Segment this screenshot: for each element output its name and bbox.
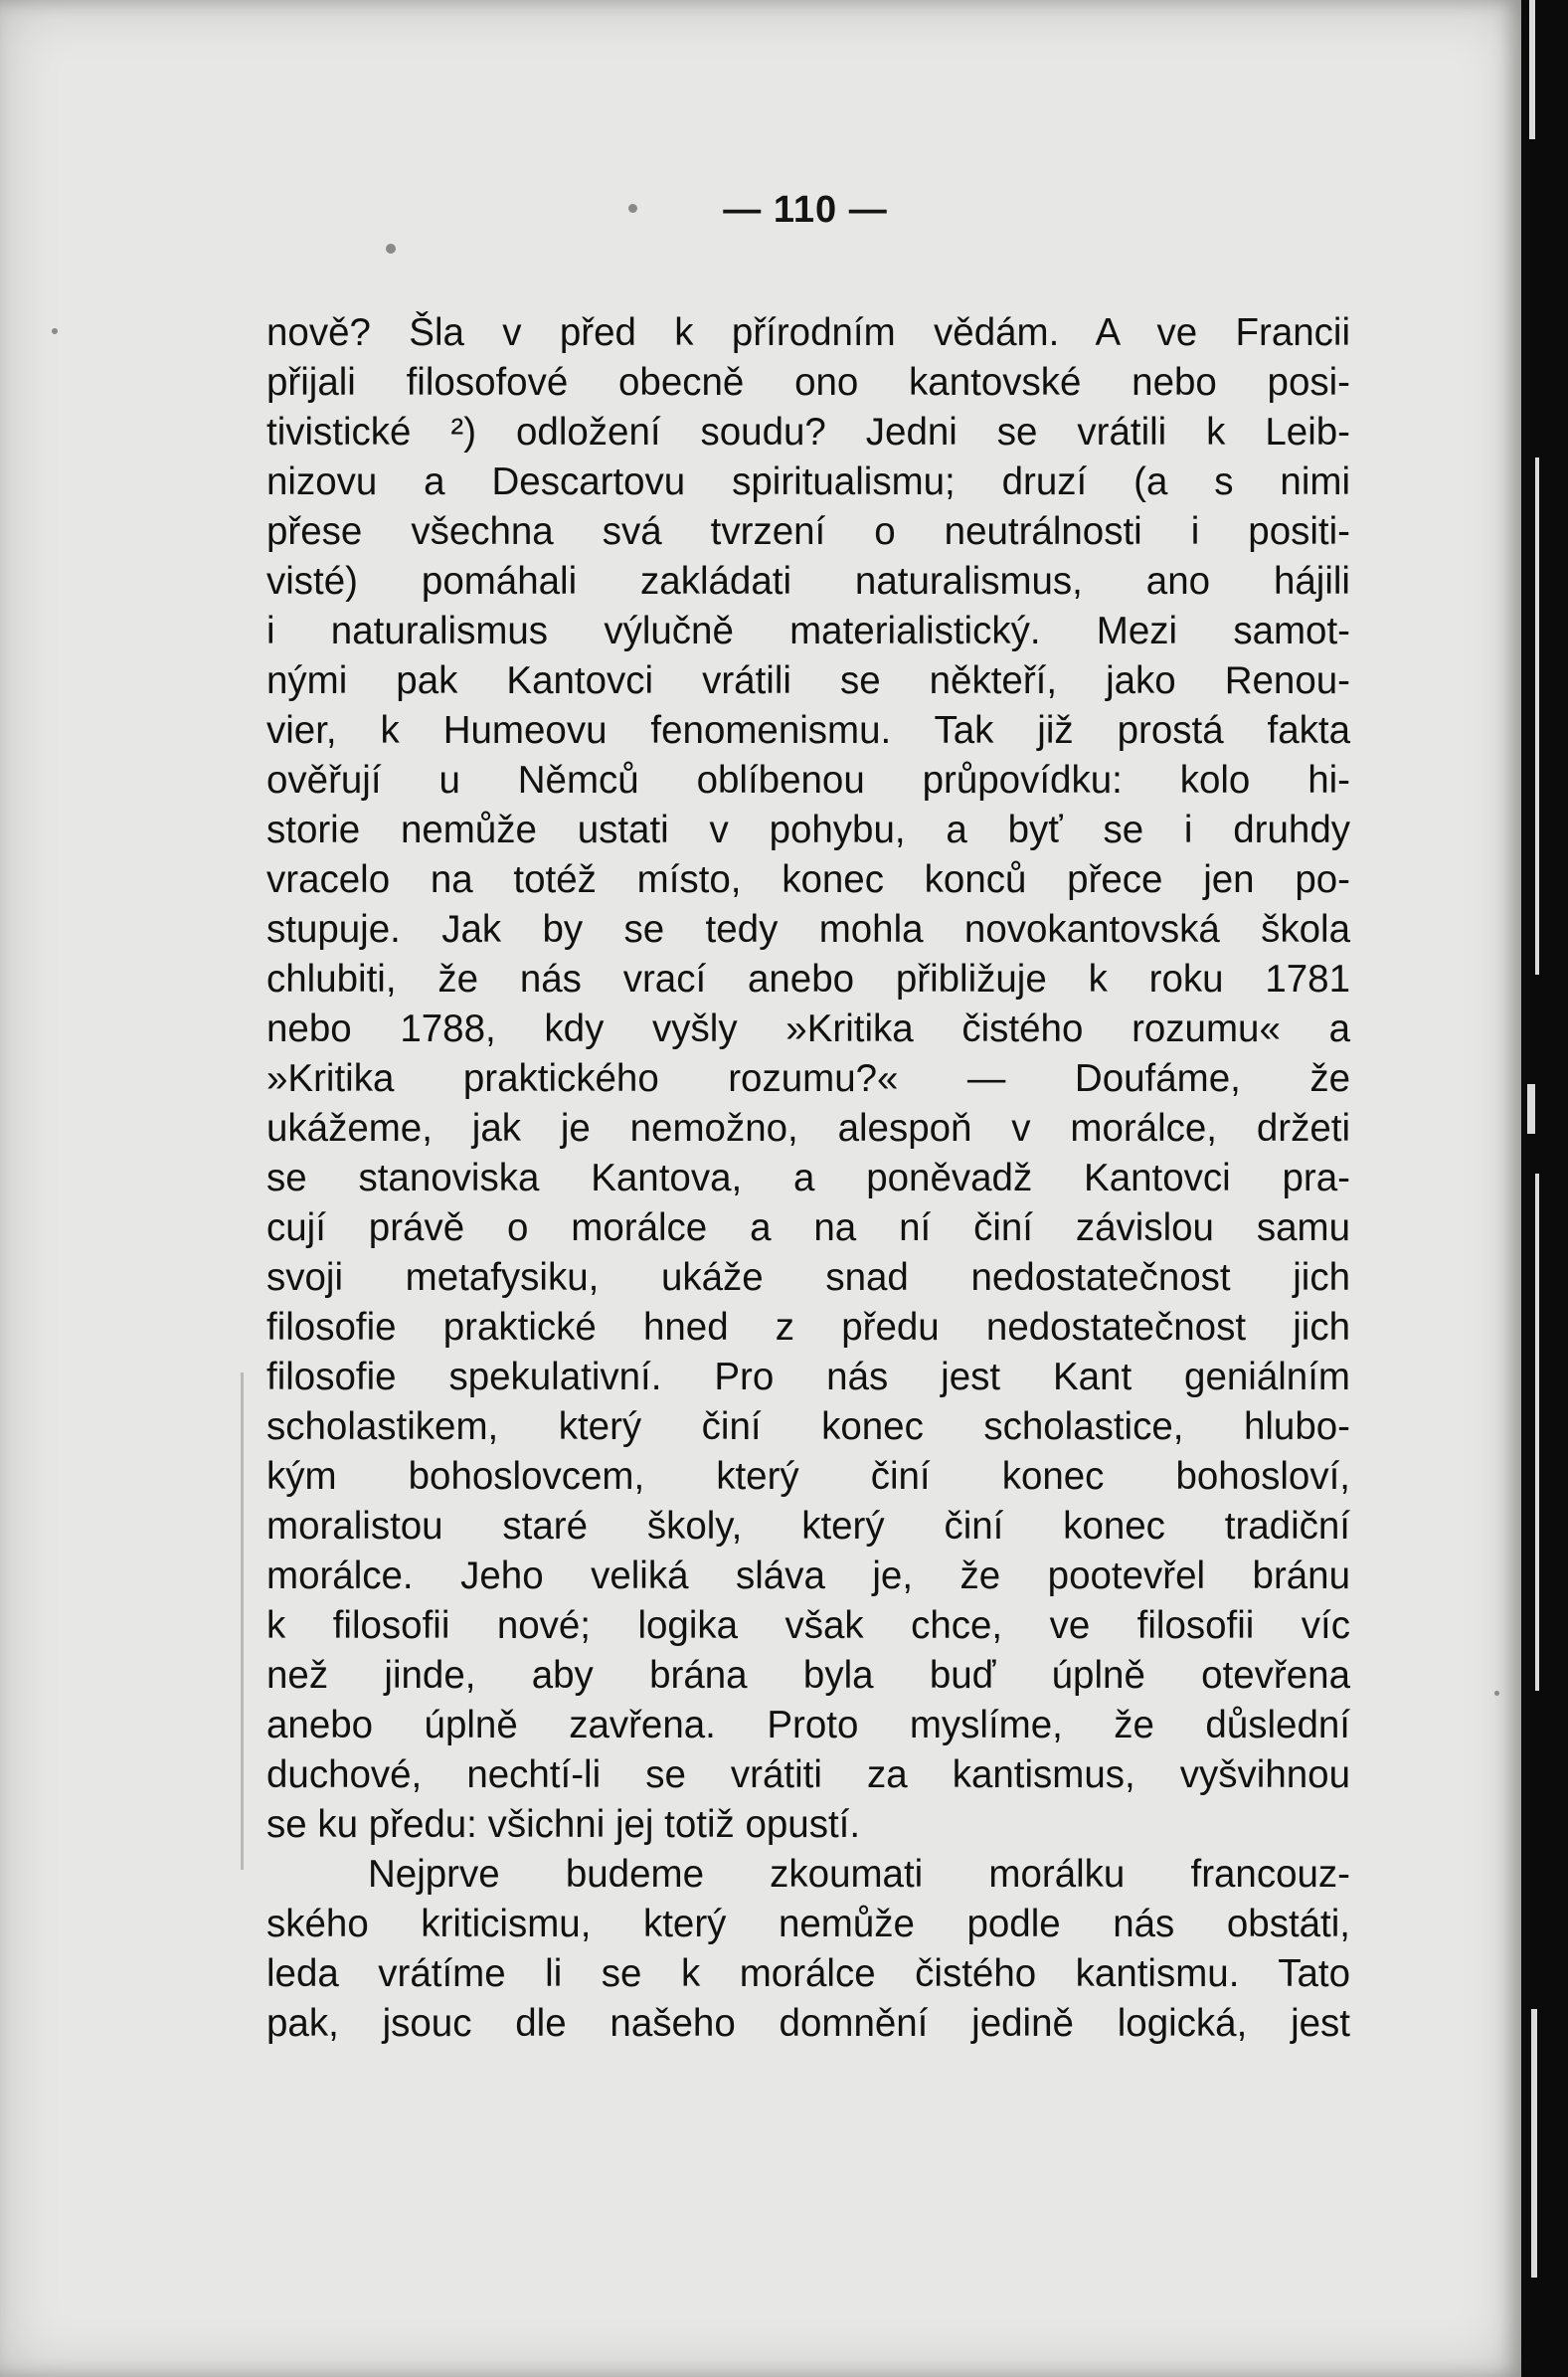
margin-scan-line	[241, 1372, 244, 1870]
text-line: vier, k Humeovu fenomenismu. Tak již prostá fakta	[266, 709, 1350, 752]
dust-speck	[628, 204, 637, 213]
text-line: ukážeme, jak je nemožno, alespoň v morálce, držeti	[266, 1107, 1350, 1150]
text-line: přese všechna svá tvrzení o neutrálnosti i positi-	[266, 510, 1350, 553]
text-line: nově? Šla v před k přírodním vědám. A ve Francii	[266, 311, 1350, 354]
scan-edge-strip	[1521, 0, 1568, 2377]
text-line: pak, jsouc dle našeho domnění jedině logická, jest	[266, 2002, 1350, 2045]
edge-mark	[1535, 1174, 1539, 1691]
text-line: duchové, nechtí-li se vrátiti za kantismus, vyšvihnou	[266, 1753, 1350, 1796]
text-line: i naturalismus výlučně materialistický. Mezi samot-	[266, 610, 1350, 652]
text-line: moralistou staré školy, který činí konec tradiční	[266, 1505, 1350, 1548]
text-line: nizovu a Descartovu spiritualismu; druzí (a s nimi	[266, 460, 1350, 503]
text-line: ského kriticismu, který nemůže podle nás obstáti,	[266, 1903, 1350, 1945]
text-line: »Kritika praktického rozumu?« — Doufáme, že	[266, 1057, 1350, 1100]
text-line: anebo úplně zavřena. Proto myslíme, že důslední	[266, 1704, 1350, 1746]
edge-mark	[1527, 1084, 1535, 1134]
text-line: kým bohoslovcem, který činí konec bohosloví,	[266, 1455, 1350, 1498]
text-line: přijali filosofové obecně ono kantovské nebo posi-	[266, 361, 1350, 404]
text-line: filosofie praktické hned z předu nedostatečnost jich	[266, 1306, 1350, 1349]
edge-mark	[1535, 457, 1539, 975]
paragraph-start-line: Nejprve budeme zkoumati morálku francouz-	[368, 1853, 1350, 1896]
text-line: cují právě o morálce a na ní činí závislou samu	[266, 1206, 1350, 1249]
text-line: ověřují u Němců oblíbenou průpovídku: kolo hi-	[266, 759, 1350, 802]
text-line: storie nemůže ustati v pohybu, a byť se i druhdy	[266, 809, 1350, 851]
text-line: leda vrátíme li se k morálce čistého kantismu. Tato	[266, 1952, 1350, 1995]
text-line: filosofie spekulativní. Pro nás jest Kant geniálním	[266, 1356, 1350, 1398]
edge-mark	[1529, 0, 1535, 139]
text-line: nebo 1788, kdy vyšly »Kritika čistého rozumu« a	[266, 1007, 1350, 1050]
text-line: visté) pomáhali zakládati naturalismus, ano hájili	[266, 560, 1350, 603]
dust-speck	[386, 244, 396, 254]
edge-mark	[1531, 2009, 1537, 2278]
text-line: scholastikem, který činí konec scholastice, hlubo-	[266, 1405, 1350, 1448]
text-line: k filosofii nové; logika však chce, ve filosofii víc	[266, 1604, 1350, 1647]
body-text	[266, 308, 1350, 2049]
text-line: než jinde, aby brána byla buď úplně otevřena	[266, 1654, 1350, 1697]
text-line: svoji metafysiku, ukáže snad nedostatečnost jich	[266, 1256, 1350, 1299]
dust-speck	[1494, 1691, 1499, 1696]
page-number: — 110 —	[723, 189, 888, 231]
text-line: stupuje. Jak by se tedy mohla novokantovská škola	[266, 908, 1350, 951]
text-line: morálce. Jeho veliká sláva je, že pootevřel bránu	[266, 1554, 1350, 1597]
dust-speck	[52, 328, 58, 334]
text-line: nými pak Kantovci vrátili se někteří, jako Renou-	[266, 659, 1350, 702]
text-line: se stanoviska Kantova, a poněvadž Kantovci pra-	[266, 1157, 1350, 1199]
text-line: vracelo na totéž místo, konec konců přece jen po-	[266, 858, 1350, 901]
text-line: chlubiti, že nás vrací anebo přibližuje k roku 1781	[266, 958, 1350, 1001]
paragraph-end-line: se ku předu: všichni jej totiž opustí.	[266, 1803, 861, 1846]
text-line: tivistické ²) odložení soudu? Jedni se vrátili k Leib-	[266, 411, 1350, 454]
